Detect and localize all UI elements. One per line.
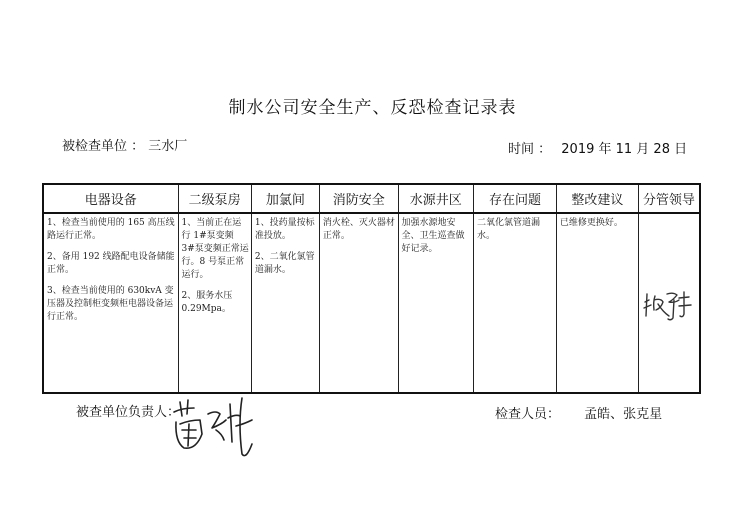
leader-signature bbox=[641, 286, 695, 326]
date-value: 2019 年 11 月 28 日 bbox=[561, 142, 688, 157]
table-header-row bbox=[43, 184, 700, 213]
pump-note-1: 1、当前正在运行 1#泵变频 3#泵变频正常运行。8 号泵正常运行。 bbox=[181, 218, 249, 280]
header-suggestions: 整改建议 bbox=[556, 184, 638, 213]
header-chlorination: 加氯间 bbox=[251, 184, 319, 213]
issues-note: 二氧化氯管道漏水。 bbox=[477, 218, 541, 241]
inspected-unit-label: 被检查单位 ： bbox=[62, 139, 145, 154]
cell-suggestions bbox=[556, 213, 638, 393]
cell-pump-room bbox=[178, 213, 251, 393]
header-leader: 分管领导 bbox=[638, 184, 700, 213]
chlorination-note-1: 1、投药量按标准投放。 bbox=[254, 218, 315, 241]
inspector-label: 检查人员： bbox=[495, 407, 561, 422]
suggestions-note: 已维修更换好。 bbox=[559, 218, 623, 228]
header-pump-room: 二级泵房 bbox=[178, 184, 251, 213]
header-fire-safety: 消防安全 bbox=[319, 184, 398, 213]
inspected-unit bbox=[62, 135, 187, 154]
chlorination-note-2: 2、二氧化氯管道漏水。 bbox=[254, 252, 315, 275]
header-electrical: 电器设备 bbox=[43, 184, 178, 213]
date-label: 时间 ： bbox=[508, 142, 552, 157]
table-row bbox=[43, 213, 700, 393]
responsible-signature bbox=[172, 394, 258, 464]
inspectors bbox=[495, 403, 662, 422]
water-source-note: 加强水源地安全、卫生巡查做好记录。 bbox=[401, 218, 465, 254]
header-issues: 存在问题 bbox=[474, 184, 557, 213]
cell-issues bbox=[474, 213, 557, 393]
cell-chlorination bbox=[251, 213, 319, 393]
document-title: 制水公司安全生产、反恐检查记录表 bbox=[228, 98, 517, 118]
inspection-date bbox=[508, 138, 687, 157]
cell-electrical bbox=[43, 213, 178, 393]
electrical-note-3: 3、检查当前使用的 630kvA 变压器及控制柜变频柜电器设备运行正常。 bbox=[47, 286, 174, 322]
responsible-person bbox=[76, 401, 180, 420]
cell-leader bbox=[638, 213, 700, 393]
pump-note-2: 2、服务水压 0.29Mpa。 bbox=[181, 291, 233, 314]
responsible-label: 被查单位负责人： bbox=[76, 405, 181, 420]
inspection-table bbox=[42, 183, 701, 394]
cell-fire-safety bbox=[319, 213, 398, 393]
header-water-source: 水源井区 bbox=[398, 184, 473, 213]
electrical-note-2: 2、备用 192 线路配电设备储能正常。 bbox=[47, 252, 175, 275]
cell-water-source bbox=[398, 213, 473, 393]
inspector-names: 孟皓、张克星 bbox=[584, 407, 663, 422]
electrical-note-1: 1、检查当前使用的 165 高压线路运行正常。 bbox=[47, 218, 175, 241]
fire-safety-note: 消火栓、灭火器材正常。 bbox=[322, 218, 395, 241]
inspected-unit-value: 三水厂 bbox=[148, 139, 188, 154]
